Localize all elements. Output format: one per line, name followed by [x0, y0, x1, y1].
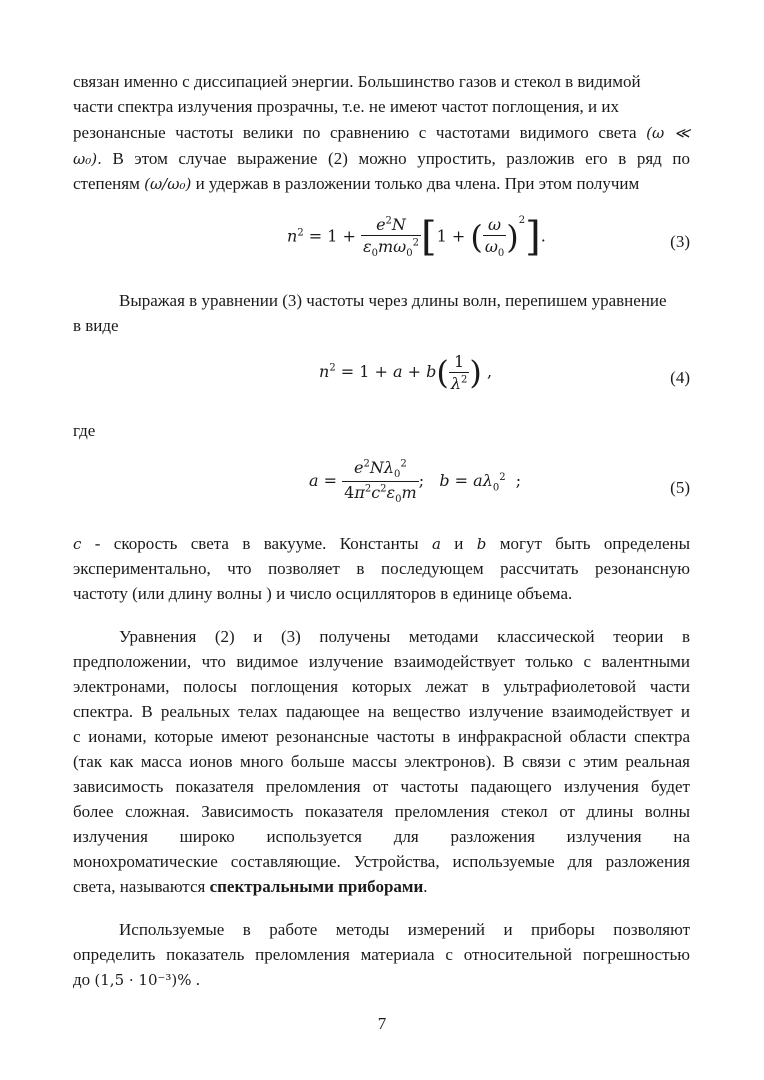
- text-line: части спектра излучения прозрачны, т.е. не имеют частот поглощения, и их: [73, 97, 619, 116]
- text-span: степеням: [73, 174, 140, 193]
- text-line: спектра. В реальных телах падающее на вещество излучение взаимодействует и: [73, 702, 690, 721]
- text-line: [73, 146, 690, 172]
- equation-number: (3): [670, 232, 690, 251]
- equation-3: $n^2 = 1$ + $\frac{e^2N}{\varepsilon_0m\omega_0^2}$ [1 + ( $\frac{\omega}{\omega_0}$ )$^2$].: [287, 214, 546, 261]
- text-span: .: [423, 877, 428, 896]
- equation-4: $n^2 = 1 + a + b$( $\frac{1}{\lambda^2}$ ) ,: [319, 352, 493, 393]
- text-line: [73, 120, 690, 146]
- math-inline: c: [73, 535, 82, 553]
- text-span: могут быть определены: [499, 534, 691, 553]
- text-line: определить показатель преломления материала с относительной погрешностью: [73, 945, 690, 964]
- text-line: [73, 917, 690, 942]
- text-span: - скорость света в вакууме. Константы: [94, 534, 419, 553]
- text-line: [73, 874, 690, 899]
- equation-number: (5): [670, 478, 690, 497]
- bold-term: спектральными приборами: [209, 877, 424, 896]
- text-span: до: [73, 970, 91, 989]
- text-line: [73, 531, 690, 557]
- text-span: В этом случае выражение (2) можно упростить, разложив его в ряд по: [112, 149, 691, 168]
- text-line: [73, 288, 690, 313]
- text-line: излучения широко используется для разложения излучения на: [73, 827, 690, 846]
- text-span: света, называются: [73, 877, 206, 896]
- text-line: с ионами, которые имеют резонансные частоты в инфракрасной области спектра: [73, 727, 690, 746]
- text-span: Выражая в уравнении (3) частоты через длины волн, перепишем уравнение: [119, 291, 667, 310]
- text-line: частоту (или длину волны ) и число осцилляторов в единице объема.: [73, 584, 573, 603]
- equation-number: (4): [670, 368, 690, 387]
- text-span: и удержав в разложении только два члена. При этом получим: [195, 174, 640, 193]
- math-inline: (ω ≪: [646, 124, 690, 142]
- text-line: где: [73, 421, 96, 440]
- text-line: [73, 624, 690, 649]
- text-span: резонансные частоты велики по сравнению с частотами видимого света: [73, 123, 637, 142]
- text-line: предположении, что видимое излучение взаимодействует только с валентными: [73, 652, 690, 671]
- text-span: .: [195, 970, 201, 989]
- text-line: электронами, полосы поглощения которых лежат в ультрафиолетовой части: [73, 677, 690, 696]
- text-span: Используемые в работе методы измерений и приборы позволяют: [119, 920, 690, 939]
- equation-5: a = $\frac{e^2N\lambda_0^2}{4\pi^2c^2\varepsilon_0m}$ ; $b = a\lambda_0^2$ ;: [309, 458, 522, 506]
- math-inline: (ω/ω₀): [144, 175, 192, 193]
- text-span: и: [454, 534, 464, 553]
- text-line: экспериментально, что позволяет в последующем рассчитать резонансную: [73, 559, 690, 578]
- math-inline: ω₀).: [73, 150, 102, 168]
- text-span: Уравнения (2) и (3) получены методами классической теории в: [119, 627, 690, 646]
- text-line: [73, 967, 690, 993]
- text-line: зависимость показателя преломления от частоты падающего излучения будет: [73, 777, 690, 796]
- text-line: в виде: [73, 316, 119, 335]
- math-inline: (1,5 · 10⁻³)%: [94, 971, 192, 989]
- text-line: более сложная. Зависимость показателя преломления стекол от длины волны: [73, 802, 690, 821]
- text-line: связан именно с диссипацией энергии. Большинство газов и стекол в видимой: [73, 72, 641, 91]
- math-inline: b: [476, 535, 487, 553]
- text-line: монохроматические составляющие. Устройства, используемые для разложения: [73, 852, 690, 871]
- text-line: [73, 171, 690, 197]
- math-inline: a: [431, 535, 441, 553]
- text-line: (так как масса ионов много больше массы электронов). В связи с этим реальная: [73, 752, 690, 771]
- page-number: 7: [377, 1014, 387, 1033]
